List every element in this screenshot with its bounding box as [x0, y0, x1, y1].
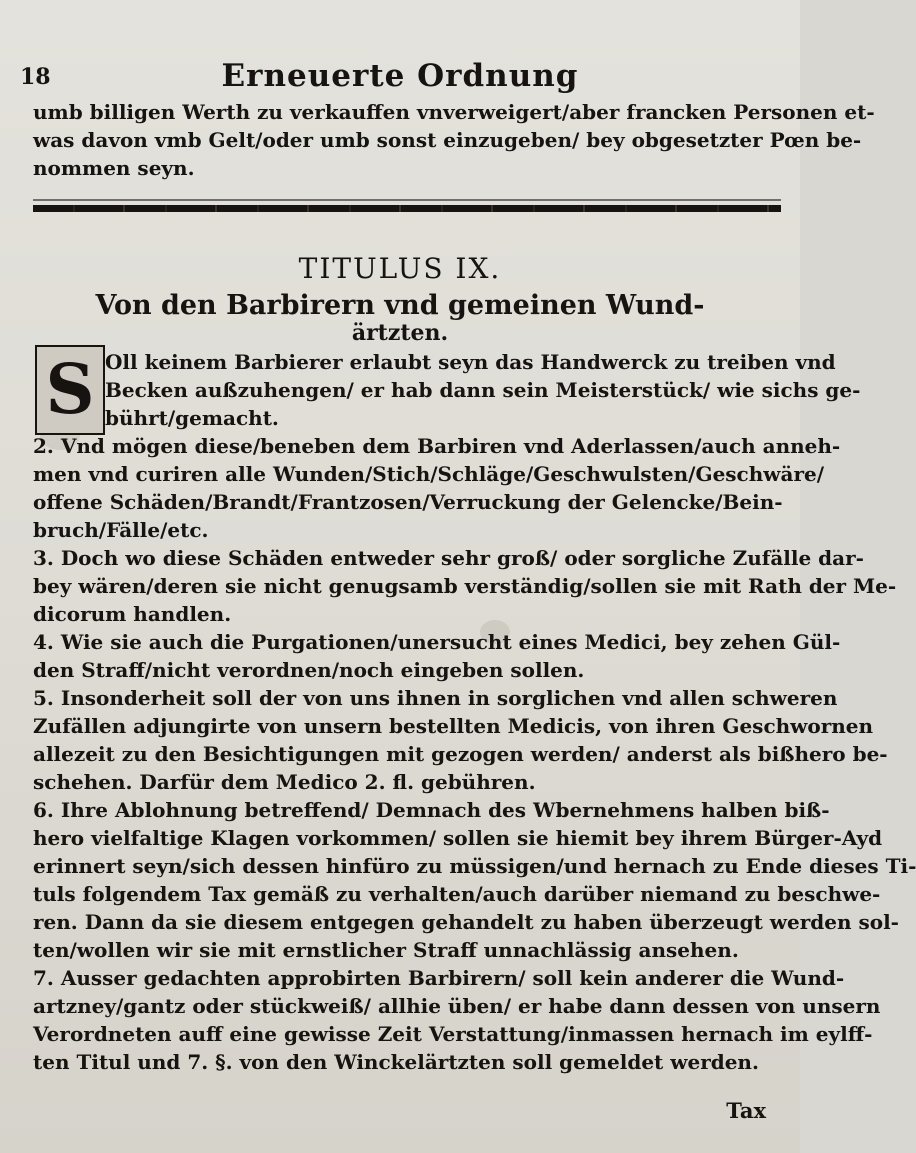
- section-subtitle: Von den Barbirern vnd gemeinen Wund-: [95, 290, 705, 321]
- text-line: offene Schäden/Brandt/Frantzosen/Verruckung der Gelencke/Bein-: [33, 490, 783, 514]
- running-title: Erneuerte Ordnung: [221, 58, 579, 94]
- text-line: 4. Wie sie auch die Purgationen/unersucht eines Medici, bey zehen Gül-: [33, 630, 841, 654]
- text-line: ren. Dann da sie diesem entgegen gehandelt zu haben überzeugt werden sol-: [33, 910, 899, 934]
- text-line: schehen. Darfür dem Medico 2. fl. gebühren.: [33, 770, 536, 794]
- text-line: tuls folgendem Tax gemäß zu verhalten/auch darüber niemand zu beschwe-: [33, 882, 881, 906]
- text-line: umb billigen Werth zu verkauffen vnverweigert/aber francken Personen et-: [33, 100, 875, 124]
- drop-cap-initial: S: [35, 345, 105, 435]
- text-line: ten/wollen wir sie mit ernstlicher Straff unnachlässig ansehen.: [33, 938, 739, 962]
- text-line: bührt/gemacht.: [105, 406, 279, 430]
- text-line: allezeit zu den Besichtigungen mit gezogen werden/ anderst als bißhero be-: [33, 742, 888, 766]
- text-line: den Straff/nicht verordnen/noch eingeben sollen.: [33, 658, 585, 682]
- text-line: 5. Insonderheit soll der von uns ihnen in sorglichen vnd allen schweren: [33, 686, 838, 710]
- intro-paragraph: [33, 98, 875, 182]
- text-line: Zufällen adjungirte von unsern bestellten Medicis, von ihren Geschwornen: [33, 714, 874, 738]
- text-line: was davon vmb Gelt/oder umb sonst einzugeben/ bey obgesetzter Pœn be-: [33, 128, 862, 152]
- text-line: men vnd curiren alle Wunden/Stich/Schläge/Geschwulsten/Geschwäre/: [33, 462, 825, 486]
- text-line: bey wären/deren sie nicht genugsamb verständig/sollen sie mit Rath der Me-: [33, 574, 897, 598]
- text-line: ten Titul und 7. §. von den Winckelärtzten soll gemeldet werden.: [33, 1050, 759, 1074]
- text-line: Verordneten auff eine gewisse Zeit Verstattung/inmassen hernach im eylff-: [33, 1022, 873, 1046]
- text-line: Oll keinem Barbierer erlaubt seyn das Handwerck zu treiben vnd: [105, 350, 836, 374]
- text-line: nommen seyn.: [33, 156, 195, 180]
- text-line: 6. Ihre Ablohnung betreffend/ Demnach des Wbernehmens halben biß-: [33, 798, 830, 822]
- text-line: bruch/Fälle/etc.: [33, 518, 209, 542]
- ornamental-rule: [33, 205, 781, 212]
- page-number: 18: [20, 64, 51, 90]
- text-line: dicorum handlen.: [33, 602, 232, 626]
- text-line: erinnert seyn/sich dessen hinfüro zu müssigen/und hernach zu Ende dieses Ti-: [33, 854, 916, 878]
- body-text: [33, 432, 916, 1076]
- text-line: hero vielfaltige Klagen vorkommen/ sollen sie hiemit bey ihrem Bürger-Ayd: [33, 826, 883, 850]
- catchword: Tax: [726, 1098, 766, 1123]
- first-paragraph: [33, 348, 861, 432]
- text-line: artzney/gantz oder stückweiß/ allhie üben/ er habe dann dessen von unsern: [33, 994, 881, 1018]
- text-line: 7. Ausser gedachten approbirten Barbirern/ soll kein anderer die Wund-: [33, 966, 845, 990]
- section-heading: TITULUS IX.: [298, 252, 502, 285]
- section-subtitle-continued: ärtzten.: [351, 320, 449, 346]
- text-line: 3. Doch wo diese Schäden entweder sehr groß/ oder sorgliche Zufälle dar-: [33, 546, 864, 570]
- text-line: 2. Vnd mögen diese/beneben dem Barbiren vnd Aderlassen/auch anneh-: [33, 434, 841, 458]
- text-line: Becken außzuhengen/ er hab dann sein Meisterstück/ wie sichs ge-: [105, 378, 861, 402]
- page-header: [0, 0, 800, 92]
